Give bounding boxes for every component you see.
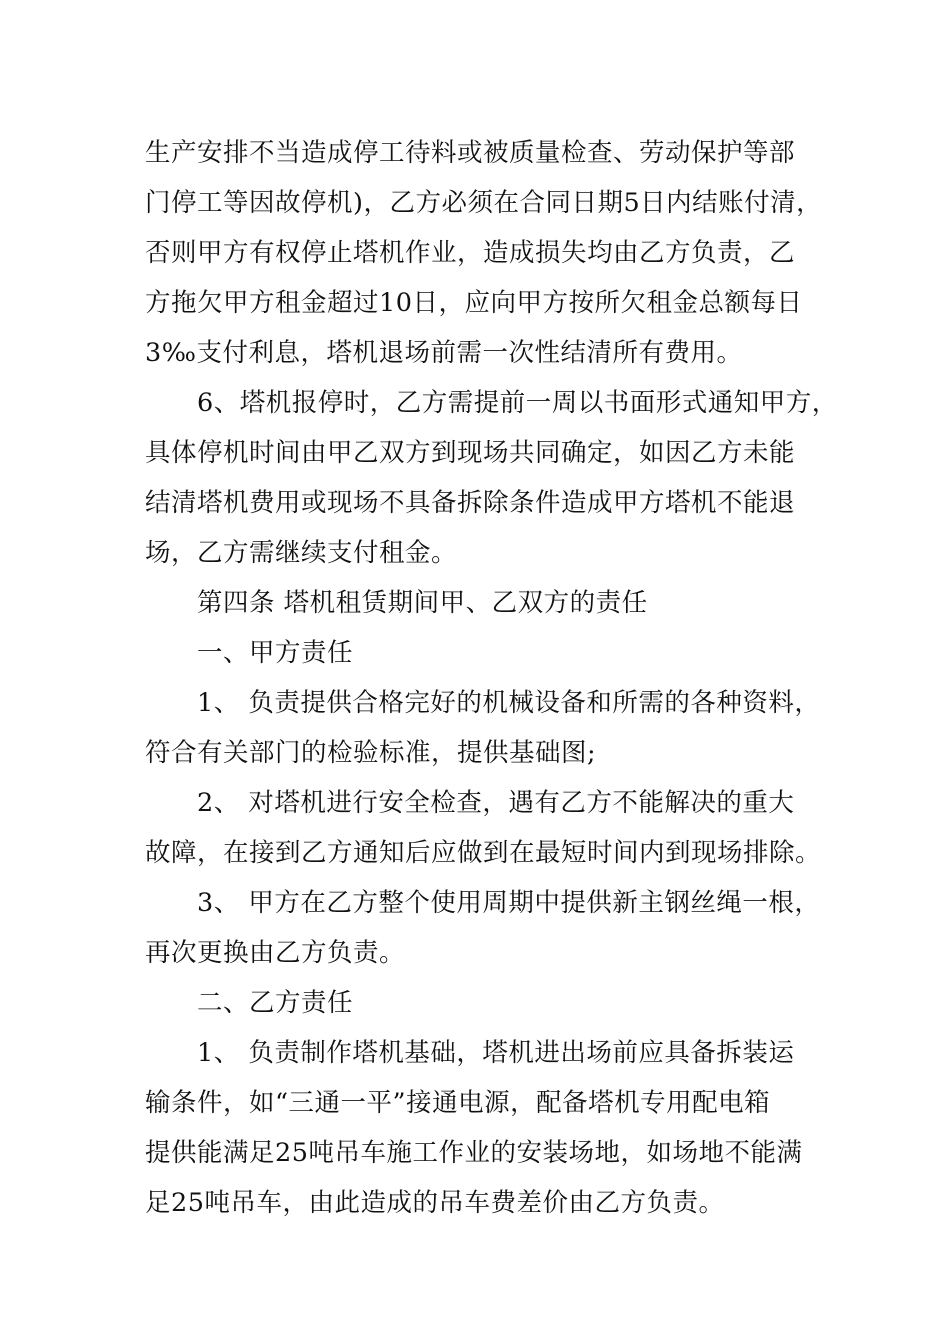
paragraph-line: 生产安排不当造成停工待料或被质量检查、劳动保护等部 bbox=[145, 138, 796, 168]
party-a-item-2: 2、 对塔机进行安全检查，遇有乙方不能解决的重大 bbox=[197, 788, 795, 818]
paragraph-line: 提供能满足25吨吊车施工作业的安装场地，如场地不能满 bbox=[145, 1138, 803, 1168]
paragraph-line: 具体停机时间由甲乙双方到现场共同确定，如因乙方未能 bbox=[145, 438, 796, 468]
paragraph-line: 否则甲方有权停止塔机作业，造成损失均由乙方负责，乙 bbox=[145, 238, 796, 268]
party-a-heading: 一、甲方责任 bbox=[197, 638, 354, 668]
paragraph-line: 输条件，如“三通一平”接通电源，配备塔机专用配电箱 bbox=[145, 1088, 771, 1118]
paragraph-line: 符合有关部门的检验标准，提供基础图; bbox=[145, 738, 597, 768]
paragraph-line: 故障，在接到乙方通知后应做到在最短时间内到现场排除。 bbox=[145, 838, 822, 868]
party-a-item-3: 3、 甲方在乙方整个使用周期中提供新主钢丝绳一根， bbox=[197, 888, 821, 918]
party-a-item-1: 1、 负责提供合格完好的机械设备和所需的各种资料， bbox=[197, 688, 821, 718]
paragraph-line: 结清塔机费用或现场不具备拆除条件造成甲方塔机不能退 bbox=[145, 488, 796, 518]
article-4-heading: 第四条 塔机租赁期间甲、乙双方的责任 bbox=[197, 588, 648, 618]
party-b-heading: 二、乙方责任 bbox=[197, 988, 354, 1018]
document-body bbox=[145, 128, 838, 1228]
paragraph-line: 方拖欠甲方租金超过10日，应向甲方按所欠租金总额每日 bbox=[145, 288, 803, 318]
paragraph-line: 场，乙方需继续支付租金。 bbox=[145, 538, 458, 568]
paragraph-line: 门停工等因故停机)，乙方必须在合同日期5日内结账付清， bbox=[145, 188, 823, 218]
paragraph-line: 足25吨吊车，由此造成的吊车费差价由乙方负责。 bbox=[145, 1188, 725, 1218]
paragraph-line: 3‰支付利息，塔机退场前需一次性结清所有费用。 bbox=[145, 338, 743, 368]
paragraph-line: 再次更换由乙方负责。 bbox=[145, 938, 406, 968]
party-b-item-1: 1、 负责制作塔机基础，塔机进出场前应具备拆装运 bbox=[197, 1038, 795, 1068]
clause-6-line: 6、塔机报停时，乙方需提前一周以书面形式通知甲方， bbox=[197, 388, 838, 418]
